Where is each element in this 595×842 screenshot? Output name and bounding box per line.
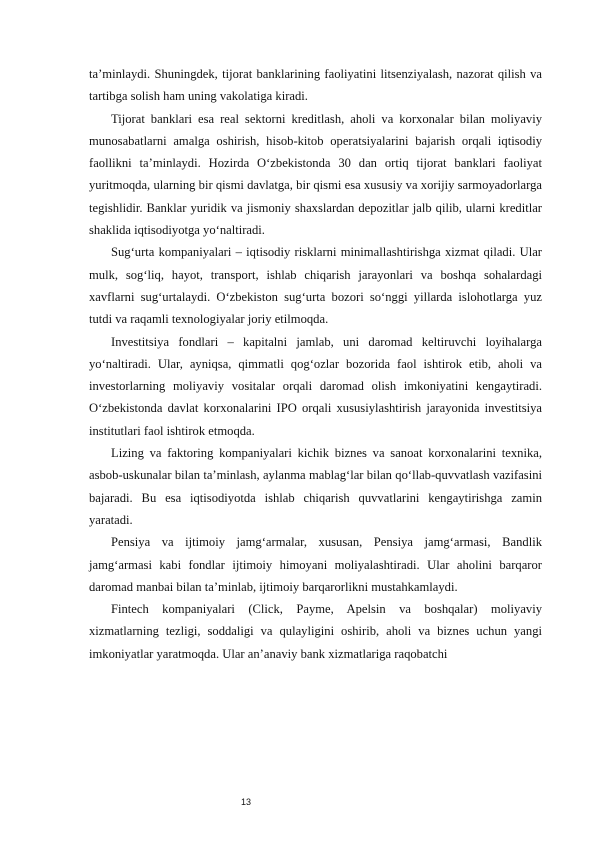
body-text bbox=[89, 63, 542, 665]
page-number: 13 bbox=[241, 797, 252, 807]
paragraph-insurance-companies: Sug‘urta kompaniyalari – iqtisodiy risklarni minimallashtirishga xizmat qiladi. Ular mulk, sog‘liq, hayot, transport, ishlab chiqarish jarayonlari va boshqa sohalardagi xavflarni sug‘urtalaydi. O‘zbekiston sug‘urta bozori so‘nggi yillarda islohotlarga yuz tutdi va raqamli texnologiyalar joriy etilmoqda. bbox=[89, 245, 542, 327]
paragraph-commercial-banks: Tijorat banklari esa real sektorni kreditlash, aholi va korxonalar bilan moliyaviy munosabatlarni amalga oshirish, hisob-kitob operatsiyalarini bajarish orqali iqtisodiy faollikni ta’minlaydi. Hozirda O‘zbekistonda 30 dan ortiq tijorat banklari faoliyat yuritmoqda, ularning bir qismi davlatga, bir qismi esa xususiy va xorijiy sarmoyadorlarga tegishlidir. Banklar yuridik va jismoniy shaxslardan depozitlar jalb qilib, ularni kreditlar shaklida iqtisodiyotga yo‘naltiradi. bbox=[89, 111, 542, 238]
paragraph-pension-funds: Pensiya va ijtimoiy jamg‘armalar, xususan, Pensiya jamg‘armasi, Bandlik jamg‘armasi kabi fondlar ijtimoiy himoyani moliyalashtiradi. Ular aholini barqaror daromad manbai bilan ta’minlab, ijtimoiy barqarorlikni mustahkamlaydi. bbox=[89, 535, 542, 594]
paragraph-leasing-factoring: Lizing va faktoring kompaniyalari kichik biznes va sanoat korxonalarini texnika, asbob-uskunalar bilan ta’minlash, aylanma mablag‘lar bilan qo‘llab-quvvatlash vazifasini bajaradi. Bu esa iqtisodiyotda ishlab chiqarish quvvatlarini kengaytirishga zamin yaratadi. bbox=[89, 446, 542, 527]
paragraph-investment-funds: Investitsiya fondlari – kapitalni jamlab, uni daromad keltiruvchi loyihalarga yo‘naltiradi. Ular, ayniqsa, qimmatli qog‘ozlar bozorida faol ishtirok etib, aholi va investorlarning moliyaviy vositalar orqali daromad olish imkoniyatini kengaytiradi. O‘zbekistonda davlat korxonalarini IPO orqali xususiylashtirish jarayonida investitsiya institutlari faol ishtirok etmoqda. bbox=[89, 334, 542, 438]
paragraph-fintech-companies: Fintech kompaniyalari (Click, Payme, Apelsin va boshqalar) moliyaviy xizmatlarning tezligi, soddaligi va qulayligini oshirib, aholi va biznes uchun yangi imkoniyatlar yaratmoqda. Ular an’anaviy bank xizmatlariga raqobatchi bbox=[89, 602, 542, 661]
paragraph-central-bank-continuation: ta’minlaydi. Shuningdek, tijorat banklarining faoliyatini litsenziyalash, nazorat qilish va tartibga solish ham uning vakolatiga kiradi. bbox=[89, 67, 542, 104]
